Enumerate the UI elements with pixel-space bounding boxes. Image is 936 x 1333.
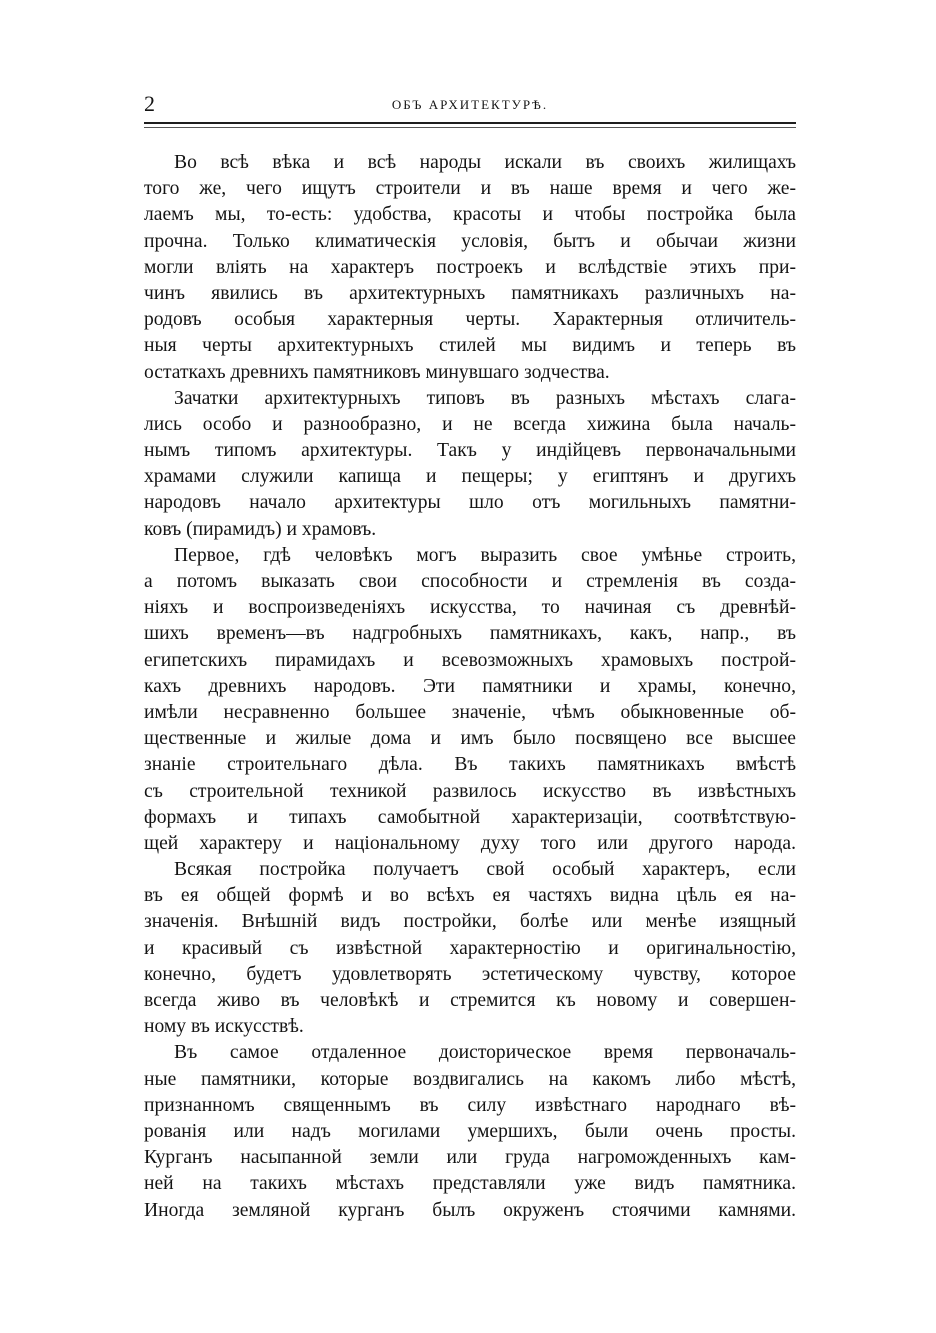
page-number: 2 xyxy=(144,91,155,116)
text-line: Въ самое отдаленное доисторическое время первоначаль- xyxy=(174,1042,796,1064)
header-rule-thin xyxy=(144,127,796,128)
text-line: знаніе строительнаго дѣла. Въ такихъ памятникахъ вмѣстѣ xyxy=(144,754,796,776)
text-line: ніяхъ и воспроизведеніяхъ искусства, то начиная съ древнѣй- xyxy=(144,597,796,619)
text-line: въ ея общей формѣ и во всѣхъ ея частяхъ видна цѣль ея на- xyxy=(144,885,796,907)
text-line: значенія. Внѣшній видъ постройки, болѣе или менѣе изящный xyxy=(144,911,796,933)
text-line: того же, чего ищутъ строители и въ наше время и чего же- xyxy=(144,178,796,200)
text-line: шихъ временъ—въ надгробныхъ памятникахъ, какъ, напр., въ xyxy=(144,623,796,645)
text-line: храмами служили капища и пещеры; у египтянъ и другихъ xyxy=(144,466,796,488)
text-line: чинъ явились въ архитектурныхъ памятникахъ различныхъ на- xyxy=(144,282,796,304)
text-line: конечно, будетъ удовлетворять эстетическому чувству, которое xyxy=(144,963,796,985)
text-line: ней на такихъ мѣстахъ представляли уже видъ памятника. xyxy=(144,1173,796,1195)
text-line: рованія или надъ могилами умершихъ, были очень просты. xyxy=(144,1120,796,1142)
header-rule xyxy=(144,122,796,124)
text-line: Иногда земляной курганъ былъ окруженъ стоячими камнями. xyxy=(144,1199,796,1221)
text-line: имѣли несравненно большее значеніе, чѣмъ обыкновенные об- xyxy=(144,701,796,723)
body-text xyxy=(144,150,796,1224)
text-line: а потомъ выказать свои способности и стремленія въ созда- xyxy=(144,571,796,592)
text-line: могли вліять на характеръ построекъ и вслѣдствіе этихъ при- xyxy=(144,256,796,278)
text-line: лись особо и разнообразно, и не всегда хижина была началь- xyxy=(144,413,796,435)
text-line: Всякая постройка получаетъ свой особый характеръ, если xyxy=(174,859,796,881)
text-line: Курганъ насыпанной земли или груда нагроможденныхъ кам- xyxy=(144,1147,796,1169)
text-line: Во всѣ вѣка и всѣ народы искали въ своихъ жилищахъ xyxy=(174,152,796,173)
text-line: народовъ начало архитектуры шло отъ могильныхъ памятни- xyxy=(144,492,796,514)
text-line: родовъ особыя характерныя черты. Характерныя отличитель- xyxy=(144,309,796,331)
text-line: формахъ и типахъ самобытной характеризаціи, соотвѣтствую- xyxy=(144,806,796,828)
text-line: съ строительной техникой развилось искусство въ извѣстныхъ xyxy=(144,780,796,802)
text-line: Первое, гдѣ человѣкъ могъ выразить свое умѣнье строить, xyxy=(174,544,796,566)
text-line: щественные и жилые дома и имъ было посвящено все высшее xyxy=(144,728,796,750)
text-line: прочна. Только климатическія условія, бытъ и обычаи жизни xyxy=(144,230,796,252)
text-line: щей характеру и національному духу того или другого народа. xyxy=(144,832,796,854)
text-line: кахъ древнихъ народовъ. Эти памятники и храмы, конечно, xyxy=(144,675,796,697)
page-header xyxy=(144,90,796,120)
text-line: египетскихъ пирамидахъ и всевозможныхъ храмовыхъ построй- xyxy=(144,649,796,671)
text-line: ному въ искусствѣ. xyxy=(144,1016,304,1038)
text-line: ковъ (пирамидъ) и храмовъ. xyxy=(144,518,377,540)
text-line: ныя черты архитектурныхъ стилей мы видимъ и теперь въ xyxy=(144,335,796,357)
text-line: ные памятники, которые воздвигались на какомъ либо мѣстѣ, xyxy=(144,1068,796,1090)
text-line: признанномъ священнымъ въ силу извѣстнаго народнаго вѣ- xyxy=(144,1094,796,1116)
running-title: ОБЪ АРХИТЕКТУРѢ. xyxy=(391,97,549,112)
text-line: лаемъ мы, то-есть: удобства, красоты и чтобы постройка была xyxy=(144,204,796,226)
text-line: нымъ типомъ архитектуры. Такъ у индійцевъ первоначальными xyxy=(144,440,796,462)
text-line: всегда живо въ человѣкѣ и стремится къ новому и совершен- xyxy=(144,990,796,1011)
text-line: остаткахъ древнихъ памятниковъ минувшаго зодчества. xyxy=(144,361,610,383)
text-line: Зачатки архитектурныхъ типовъ въ разныхъ мѣстахъ слага- xyxy=(174,387,796,409)
text-line: и красивый съ извѣстной характерностію и оригинальностію, xyxy=(144,937,796,959)
